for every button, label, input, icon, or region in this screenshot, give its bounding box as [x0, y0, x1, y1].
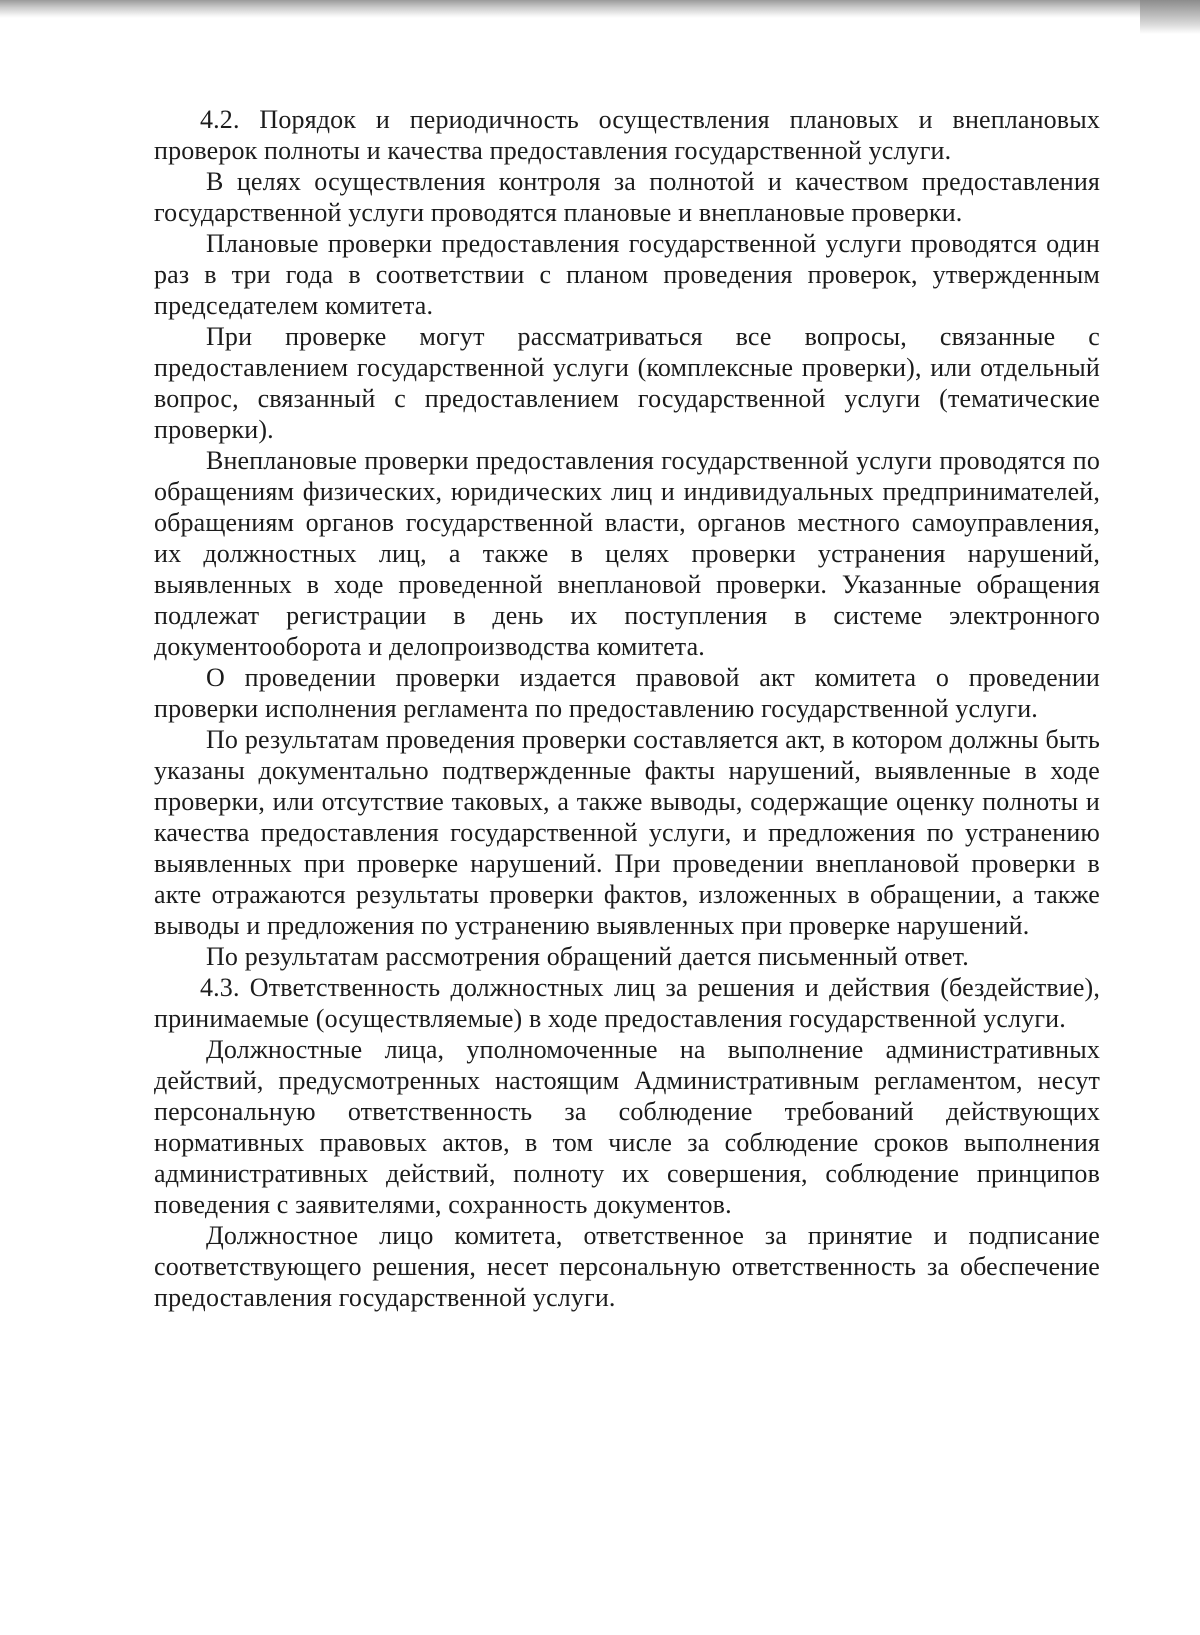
paragraph-check-scope: При проверке могут рассматриваться все вопросы, связанные с предоставлением государственной услуги (комплексные проверки), или отдельный вопрос, связанный с предоставлением государственной услуги (тематические проверки).: [154, 322, 1100, 444]
paragraph-legal-act: О проведении проверки издается правовой акт комитета о проведении проверки исполнения регламента по предоставлению государственной услуги.: [154, 663, 1100, 723]
paragraph-check-results: По результатам проведения проверки составляется акт, в котором должны быть указаны документально подтвержденные факты нарушений, выявленные в ходе проверки, или отсутствие таковых, а также выводы, содержащие оценку полноты и качества предоставления государственной услуги, и предложения по устранению выявленных при проверке нарушений. При проведении внеплановой проверки в акте отражаются результаты проверки фактов, изложенных в обращении, а также выводы и предложения по устранению выявленных при проверке нарушений.: [154, 725, 1100, 940]
paragraph-written-answer: По результатам рассмотрения обращений дается письменный ответ.: [206, 942, 969, 971]
section-4-3-heading: 4.3. Ответственность должностных лиц за решения и действия (бездействие), принимаемые (осуществляемые) в ходе предоставления государственной услуги.: [154, 973, 1100, 1033]
scan-top-edge: [0, 0, 1200, 18]
scan-corner-shadow: [1140, 0, 1200, 34]
paragraph-unplanned-checks: Внеплановые проверки предоставления государственной услуги проводятся по обращениям физических, юридических лиц и индивидуальных предпринимателей, обращениям органов государственной власти, органов местного самоуправления, их должностных лиц, а также в целях проверки устранения нарушений, выявленных в ходе проведенной внеплановой проверки. Указанные обращения подлежат регистрации в день их поступления в системе электронного документооборота и делопроизводства комитета.: [154, 446, 1100, 661]
paragraph-officials-responsibility: Должностные лица, уполномоченные на выполнение административных действий, предусмотренных настоящим Административным регламентом, несут персональную ответственность за соблюдение требований действующих нормативных правовых актов, в том числе за соблюдение сроков выполнения административных действий, полноту их совершения, соблюдение принципов поведения с заявителями, сохранность документов.: [154, 1035, 1100, 1219]
section-4-2-heading: 4.2. Порядок и периодичность осуществления плановых и внеплановых проверок полноты и качества предоставления государственной услуги.: [154, 105, 1100, 165]
paragraph-planned-checks: Плановые проверки предоставления государственной услуги проводятся один раз в три года в соответствии с планом проведения проверок, утвержденным председателем комитета.: [154, 229, 1100, 320]
paragraph-control-purpose: В целях осуществления контроля за полнотой и качеством предоставления государственной услуги проводятся плановые и внеплановые проверки.: [154, 167, 1100, 227]
paragraph-committee-official: Должностное лицо комитета, ответственное за принятие и подписание соответствующего решения, несет персональную ответственность за обеспечение предоставления государственной услуги.: [154, 1221, 1100, 1312]
document-page: [154, 104, 1100, 1313]
